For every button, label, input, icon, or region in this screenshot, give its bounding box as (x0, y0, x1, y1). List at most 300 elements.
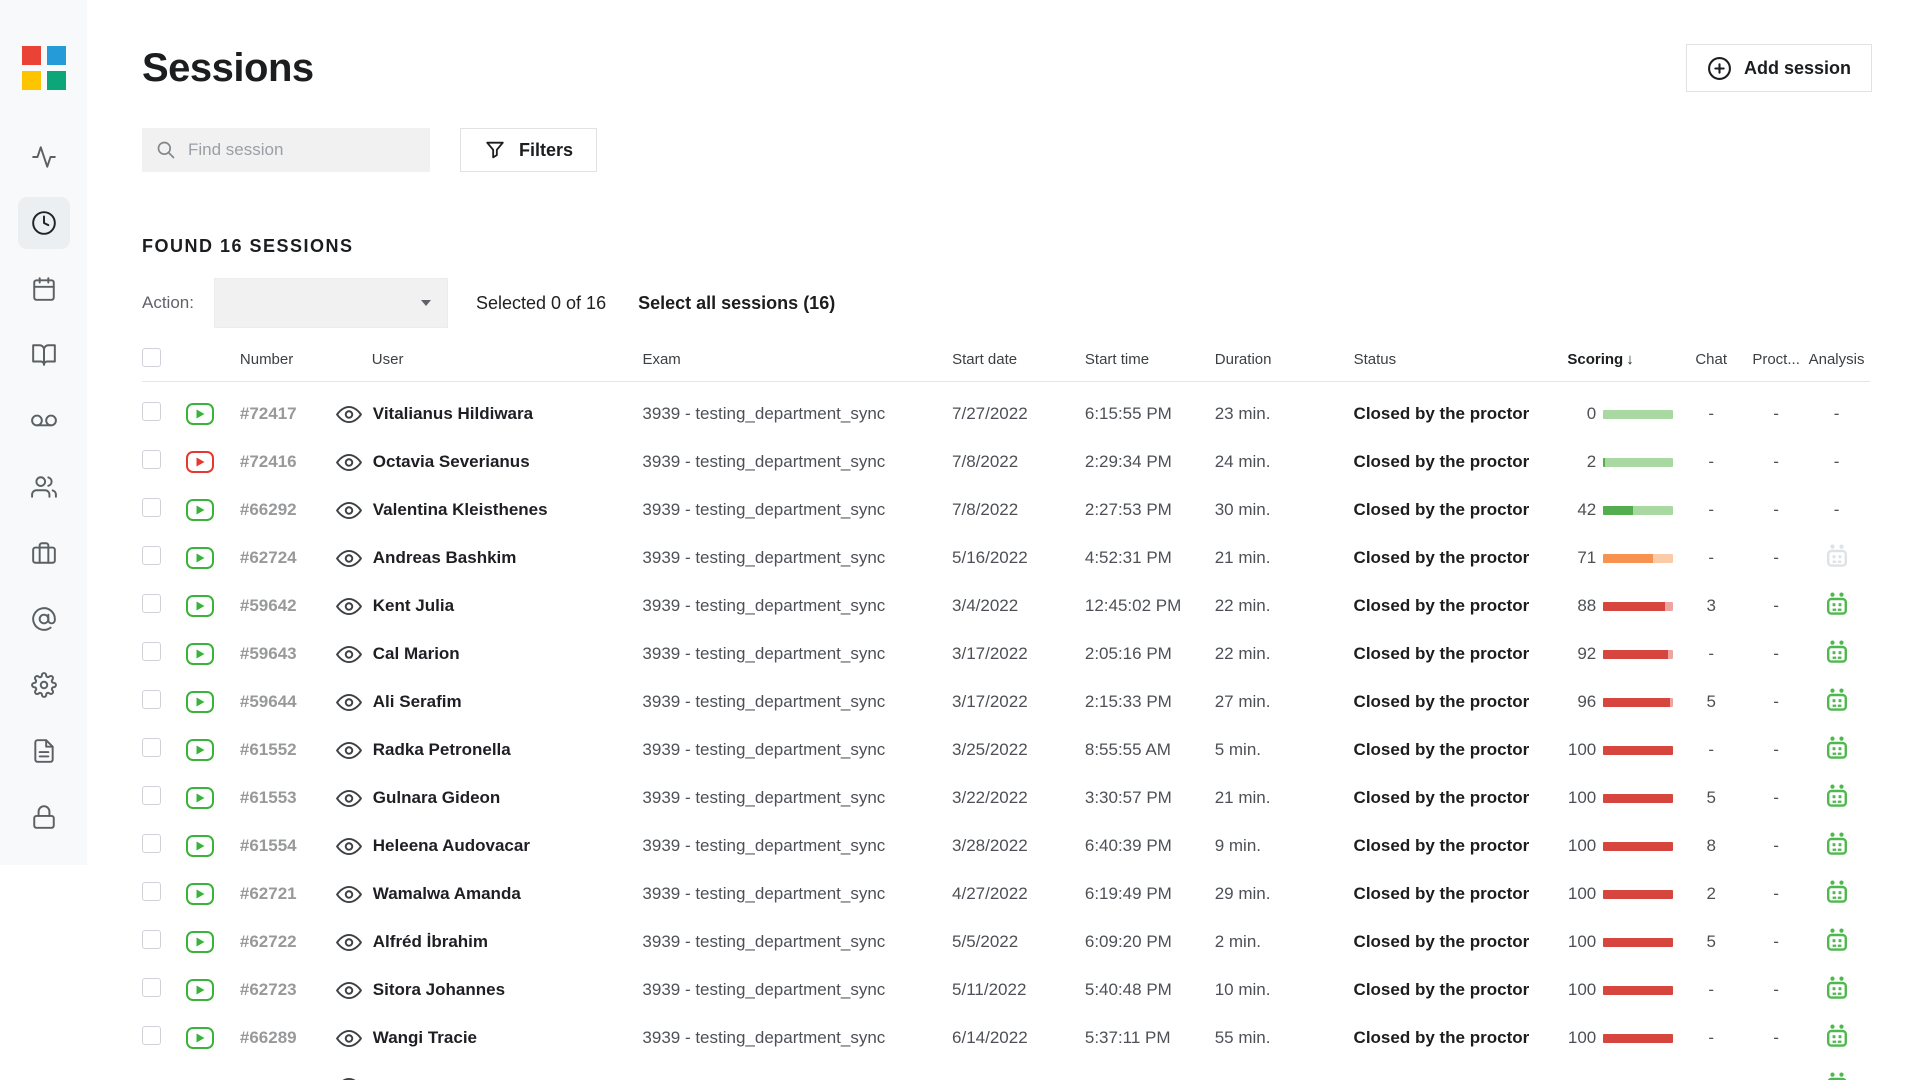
start-date: 4/27/2022 (952, 884, 1028, 903)
play-recording-button[interactable] (186, 499, 214, 521)
play-recording-button[interactable] (186, 595, 214, 617)
start-date: 7/8/2022 (952, 500, 1019, 519)
analysis-robot-icon[interactable] (1826, 1024, 1848, 1048)
row-checkbox[interactable] (142, 1026, 161, 1045)
start-date: 5/5/2022 (952, 932, 1019, 951)
score-value: 0 (1586, 404, 1597, 423)
results-count: FOUND 16 SESSIONS (142, 236, 354, 256)
user-name: Sitora Johannes (372, 980, 506, 999)
score-bar (1603, 650, 1673, 659)
voicemail-icon (31, 408, 57, 434)
column-header-duration[interactable]: Duration (1214, 351, 1272, 368)
session-number[interactable]: #72416 (239, 452, 297, 471)
analysis-robot-icon[interactable] (1826, 928, 1848, 952)
start-date: 7/27/2022 (952, 404, 1028, 423)
duration: 2 min. (1214, 932, 1262, 951)
analysis-robot-icon[interactable] (1826, 544, 1848, 568)
chat-count: - (1708, 740, 1715, 759)
exam-name: 3939 - testing_department_sync (642, 1028, 886, 1047)
eye-icon[interactable] (336, 405, 362, 424)
start-time: 8:55:55 AM (1084, 740, 1171, 759)
score-value: 100 (1567, 932, 1597, 951)
chat-count: - (1708, 548, 1715, 567)
start-time: 6:40:39 PM (1084, 836, 1172, 855)
duration: 27 min. (1214, 692, 1271, 711)
table-body (142, 382, 1870, 1080)
play-recording-button[interactable] (186, 883, 214, 905)
session-number[interactable]: #61553 (239, 788, 297, 807)
chat-count: - (1708, 500, 1715, 519)
duration: 24 min. (1214, 452, 1271, 471)
duration: 22 min. (1214, 596, 1271, 615)
analysis-robot-icon[interactable] (1826, 592, 1848, 616)
score-value: 2 (1586, 452, 1597, 471)
score-bar (1603, 410, 1673, 419)
filters-button[interactable] (460, 128, 597, 172)
score-value: 88 (1577, 596, 1597, 615)
status-label: Closed by the proctor (1353, 692, 1530, 711)
row-checkbox[interactable] (142, 594, 161, 613)
page-title: Sessions (142, 46, 314, 90)
play-recording-button[interactable] (186, 451, 214, 473)
duration: 9 min. (1214, 836, 1262, 855)
sidebar-item-users[interactable] (18, 461, 70, 513)
analysis-cell: - (1833, 500, 1840, 519)
eye-icon[interactable] (336, 597, 362, 616)
sidebar-item-settings[interactable] (18, 659, 70, 711)
start-date: 7/8/2022 (952, 452, 1019, 471)
start-date: 6/14/2022 (952, 1028, 1028, 1047)
app-logo[interactable] (22, 46, 66, 90)
proctor-value: - (1773, 932, 1779, 951)
analysis-cell (1803, 880, 1870, 909)
row-checkbox[interactable] (142, 450, 161, 469)
start-date: 3/22/2022 (952, 788, 1028, 807)
logo-square-blue (47, 46, 66, 65)
user-name: Valentina Kleisthenes (372, 500, 548, 519)
start-time: 5:37:11 PM (1084, 1028, 1171, 1047)
sidebar-nav (0, 131, 87, 843)
eye-icon[interactable] (336, 885, 362, 904)
sidebar (0, 0, 87, 865)
sort-descending-icon: ↓ (1626, 351, 1634, 368)
exam-name: 3939 - testing_department_sync (642, 884, 886, 903)
eye-icon[interactable] (336, 453, 362, 472)
play-recording-button[interactable] (186, 739, 214, 761)
score-bar (1603, 554, 1673, 563)
row-checkbox[interactable] (142, 738, 161, 757)
start-date: 3/28/2022 (952, 836, 1028, 855)
session-number[interactable]: #72417 (239, 404, 297, 423)
plus-circle-icon (1707, 56, 1732, 81)
user-name: Gulnara Gideon (372, 788, 501, 807)
action-select-dropdown[interactable] (214, 278, 448, 328)
user-name: Octavia Severianus (372, 452, 530, 471)
play-recording-button[interactable] (186, 547, 214, 569)
eye-icon[interactable] (336, 1029, 362, 1048)
table-row (142, 534, 1870, 582)
proctor-value: - (1773, 452, 1779, 471)
analysis-cell (1803, 976, 1870, 1005)
exam-name: 3939 - testing_department_sync (642, 788, 886, 807)
eye-icon[interactable] (336, 837, 362, 856)
table-row (142, 774, 1870, 822)
start-date: 3/25/2022 (952, 740, 1028, 759)
clock-icon (31, 210, 57, 236)
row-checkbox[interactable] (142, 402, 161, 421)
proctor-value: - (1773, 404, 1779, 423)
briefcase-icon (31, 540, 57, 566)
sidebar-item-activity[interactable] (18, 131, 70, 183)
exam-name: 3939 - testing_department_sync (642, 500, 886, 519)
sidebar-item-organizations[interactable] (18, 527, 70, 579)
row-checkbox[interactable] (142, 786, 161, 805)
analysis-cell: - (1833, 452, 1840, 471)
score-bar (1603, 458, 1673, 467)
duration: 29 min. (1214, 884, 1271, 903)
exam-name: 3939 - testing_department_sync (642, 644, 886, 663)
session-number[interactable]: #59644 (239, 692, 297, 711)
select-all-checkbox[interactable] (142, 348, 161, 367)
chat-count: - (1708, 644, 1715, 663)
start-date: 3/17/2022 (952, 692, 1028, 711)
search-icon (156, 140, 176, 160)
analysis-cell (1803, 592, 1870, 621)
proctor-value: - (1773, 644, 1779, 663)
table-row (142, 582, 1870, 630)
bulk-actions-bar (142, 278, 1872, 328)
book-icon (31, 342, 57, 368)
analysis-robot-icon[interactable] (1826, 688, 1848, 712)
exam-name: 3939 - testing_department_sync (642, 932, 886, 951)
session-number[interactable]: #61554 (239, 836, 297, 855)
score-bar (1603, 746, 1673, 755)
user-name: Radka Petronella (372, 740, 511, 759)
at-sign-icon (31, 606, 57, 632)
column-header-exam[interactable]: Exam (642, 351, 681, 368)
start-time: 2:27:53 PM (1084, 500, 1172, 519)
exam-name: 3939 - testing_department_sync (642, 740, 886, 759)
score-value: 100 (1567, 740, 1597, 759)
analysis-cell (1803, 736, 1870, 765)
table-row (142, 390, 1870, 438)
column-header-user[interactable]: User (371, 351, 404, 368)
user-name: Alfréd İbrahim (372, 932, 489, 951)
table-row (142, 630, 1870, 678)
proctor-value: - (1773, 884, 1779, 903)
start-time: 6:19:49 PM (1084, 884, 1172, 903)
activity-icon (31, 144, 57, 170)
session-number[interactable]: #66292 (239, 500, 297, 519)
chat-count: - (1708, 980, 1715, 999)
chat-count: 8 (1706, 836, 1716, 855)
start-date: 3/4/2022 (952, 596, 1019, 615)
user-name: Wangi Tracie (372, 1028, 478, 1047)
user-name: Cal Marion (372, 644, 460, 663)
status-label: Closed by the proctor (1353, 932, 1530, 951)
score-bar (1603, 794, 1673, 803)
analysis-cell: - (1833, 404, 1840, 423)
start-time: 2:29:34 PM (1084, 452, 1172, 471)
main-content (87, 0, 1920, 1080)
start-date: 5/16/2022 (952, 548, 1028, 567)
sidebar-item-reports[interactable] (18, 725, 70, 777)
status-label: Closed by the proctor (1353, 548, 1530, 567)
session-number[interactable]: #62721 (239, 884, 297, 903)
proctor-value: - (1773, 740, 1779, 759)
score-value: 100 (1567, 980, 1597, 999)
status-label: Closed by the proctor (1353, 788, 1530, 807)
duration: 23 min. (1214, 404, 1271, 423)
chat-count: - (1708, 404, 1715, 423)
column-header-scoring[interactable]: Scoring ↓ (1567, 351, 1634, 368)
session-number[interactable]: #62722 (239, 932, 297, 951)
table-row (142, 1062, 1870, 1080)
table-row (142, 966, 1870, 1014)
start-time: 2:15:33 PM (1084, 692, 1172, 711)
document-icon (31, 738, 57, 764)
eye-icon[interactable] (336, 693, 362, 712)
status-label: Closed by the proctor (1353, 452, 1530, 471)
analysis-cell (1803, 640, 1870, 669)
user-name: Ali Serafim (372, 692, 462, 711)
table-row (142, 486, 1870, 534)
user-name: Andreas Bashkim (372, 548, 517, 567)
sidebar-item-recordings[interactable] (18, 395, 70, 447)
select-all-link[interactable]: Select all sessions (16) (638, 292, 836, 313)
sidebar-item-sessions[interactable] (18, 197, 70, 249)
add-session-button[interactable] (1686, 44, 1872, 92)
chat-count: 5 (1706, 788, 1716, 807)
column-header-start-time[interactable]: Start time (1084, 351, 1150, 368)
user-name: Kent Julia (372, 596, 455, 615)
start-time: 12:45:02 PM (1084, 596, 1182, 615)
filter-funnel-icon (484, 139, 506, 161)
lock-icon (31, 804, 57, 830)
gear-icon (31, 672, 57, 698)
proctor-value: - (1773, 788, 1779, 807)
session-number[interactable]: #59643 (239, 644, 297, 663)
search-box (142, 128, 430, 172)
exam-name: 3939 - testing_department_sync (642, 836, 886, 855)
analysis-robot-icon[interactable] (1826, 1072, 1848, 1080)
proctor-value: - (1773, 980, 1779, 999)
column-header-status[interactable]: Status (1353, 351, 1397, 368)
analysis-robot-icon[interactable] (1826, 976, 1848, 1000)
play-recording-button[interactable] (186, 691, 214, 713)
analysis-cell (1803, 1072, 1870, 1080)
eye-icon[interactable] (336, 501, 362, 520)
chevron-down-icon (421, 300, 431, 306)
proctor-value: - (1773, 500, 1779, 519)
play-recording-button[interactable] (186, 979, 214, 1001)
exam-name: 3939 - testing_department_sync (642, 692, 886, 711)
chat-count: 5 (1706, 932, 1716, 951)
analysis-robot-icon[interactable] (1826, 832, 1848, 856)
score-bar (1603, 506, 1673, 515)
duration: 55 min. (1214, 1028, 1271, 1047)
row-checkbox[interactable] (142, 978, 161, 997)
session-number[interactable]: #59642 (239, 596, 297, 615)
column-header-proctor[interactable]: Proct... (1752, 351, 1800, 368)
status-label: Closed by the proctor (1353, 884, 1530, 903)
score-value: 42 (1577, 500, 1597, 519)
duration: 22 min. (1214, 644, 1271, 663)
duration: 30 min. (1214, 500, 1271, 519)
score-value: 100 (1567, 1028, 1597, 1047)
score-bar (1603, 938, 1673, 947)
row-checkbox[interactable] (142, 882, 161, 901)
start-time: 3:30:57 PM (1084, 788, 1172, 807)
logo-square-yellow (22, 71, 41, 90)
eye-icon[interactable] (336, 741, 362, 760)
user-name: Wamalwa Amanda (372, 884, 521, 903)
play-recording-button[interactable] (186, 403, 214, 425)
start-time: 4:52:31 PM (1084, 548, 1172, 567)
start-date: 5/11/2022 (952, 980, 1027, 999)
table-header (142, 338, 1870, 382)
status-label: Closed by the proctor (1353, 404, 1530, 423)
row-checkbox[interactable] (142, 642, 161, 661)
play-recording-button[interactable] (186, 643, 214, 665)
exam-name: 3939 - testing_department_sync (642, 980, 886, 999)
table-row (142, 918, 1870, 966)
score-value: 100 (1567, 788, 1597, 807)
table-row (142, 678, 1870, 726)
column-header-start-date[interactable]: Start date (952, 351, 1018, 368)
score-value: 100 (1567, 836, 1597, 855)
eye-icon[interactable] (336, 1077, 362, 1080)
column-header-chat[interactable]: Chat (1695, 351, 1728, 368)
score-value: 100 (1567, 884, 1597, 903)
table-row (142, 822, 1870, 870)
table-row (142, 438, 1870, 486)
chat-count: - (1708, 1028, 1715, 1047)
column-header-analysis[interactable]: Analysis (1808, 351, 1865, 368)
row-checkbox[interactable] (142, 834, 161, 853)
exam-name: 3939 - testing_department_sync (642, 548, 886, 567)
score-value: 92 (1577, 644, 1597, 663)
users-icon (31, 474, 57, 500)
eye-icon[interactable] (336, 645, 362, 664)
score-value: 96 (1577, 692, 1597, 711)
score-bar (1603, 698, 1673, 707)
analysis-cell (1803, 784, 1870, 813)
analysis-cell (1803, 544, 1870, 573)
analysis-cell (1803, 688, 1870, 717)
session-number[interactable]: #61552 (239, 740, 297, 759)
table-row (142, 726, 1870, 774)
proctor-value: - (1773, 836, 1779, 855)
play-recording-button[interactable] (186, 931, 214, 953)
session-number[interactable]: #66289 (239, 1028, 297, 1047)
exam-name: 3939 - testing_department_sync (642, 404, 886, 423)
chat-count: 5 (1706, 692, 1716, 711)
eye-icon[interactable] (336, 933, 362, 952)
play-recording-button[interactable] (186, 787, 214, 809)
row-checkbox[interactable] (142, 690, 161, 709)
play-recording-button[interactable] (186, 1027, 214, 1049)
analysis-robot-icon[interactable] (1826, 784, 1848, 808)
column-header-number[interactable]: Number (239, 351, 294, 368)
duration: 5 min. (1214, 740, 1262, 759)
calendar-icon (31, 276, 57, 302)
row-checkbox[interactable] (142, 546, 161, 565)
user-name: Heleena Audovacar (372, 836, 530, 855)
analysis-robot-icon[interactable] (1826, 880, 1848, 904)
sidebar-item-calendar[interactable] (18, 263, 70, 315)
analysis-robot-icon[interactable] (1826, 640, 1848, 664)
chat-count: - (1708, 452, 1715, 471)
score-value: 71 (1577, 548, 1597, 567)
status-label: Closed by the proctor (1353, 740, 1530, 759)
exam-name: 3939 - testing_department_sync (642, 452, 886, 471)
analysis-robot-icon[interactable] (1826, 736, 1848, 760)
status-label: Closed by the proctor (1353, 980, 1530, 999)
score-bar (1603, 1034, 1673, 1043)
eye-icon[interactable] (336, 981, 362, 1000)
proctor-value: - (1773, 1028, 1779, 1047)
session-number[interactable]: #62724 (239, 548, 297, 567)
analysis-cell (1803, 928, 1870, 957)
duration: 21 min. (1214, 548, 1271, 567)
start-time: 6:15:55 PM (1084, 404, 1172, 423)
start-time: 5:40:48 PM (1084, 980, 1172, 999)
search-input[interactable] (188, 140, 416, 160)
play-recording-button[interactable] (186, 835, 214, 857)
score-bar (1603, 890, 1673, 899)
chat-count: 3 (1706, 596, 1716, 615)
sidebar-item-security[interactable] (18, 791, 70, 843)
logo-square-green (47, 71, 66, 90)
score-bar (1603, 842, 1673, 851)
status-label: Closed by the proctor (1353, 1028, 1530, 1047)
add-session-label: Add session (1743, 57, 1852, 78)
row-checkbox[interactable] (142, 930, 161, 949)
analysis-cell (1803, 1024, 1870, 1053)
analysis-cell (1803, 832, 1870, 861)
session-number[interactable]: #62723 (239, 980, 297, 999)
sessions-table (142, 338, 1870, 1080)
eye-icon[interactable] (336, 789, 362, 808)
table-row (142, 870, 1870, 918)
user-name: Vitalianus Hildiwara (372, 404, 534, 423)
chat-count: 2 (1706, 884, 1716, 903)
sidebar-item-library[interactable] (18, 329, 70, 381)
start-time: 6:09:20 PM (1084, 932, 1172, 951)
status-label: Closed by the proctor (1353, 644, 1530, 663)
proctor-value: - (1773, 596, 1779, 615)
table-row (142, 1014, 1870, 1062)
score-bar (1603, 986, 1673, 995)
status-label: Closed by the proctor (1353, 836, 1530, 855)
duration: 21 min. (1214, 788, 1271, 807)
eye-icon[interactable] (336, 549, 362, 568)
score-bar (1603, 602, 1673, 611)
duration: 10 min. (1214, 980, 1271, 999)
action-label: Action: (142, 293, 194, 312)
start-time: 2:05:16 PM (1084, 644, 1172, 663)
status-label: Closed by the proctor (1353, 596, 1530, 615)
sidebar-item-mentions[interactable] (18, 593, 70, 645)
filters-label: Filters (518, 139, 574, 160)
proctor-value: - (1773, 548, 1779, 567)
status-label: Closed by the proctor (1353, 500, 1530, 519)
logo-square-red (22, 46, 41, 65)
proctor-value: - (1773, 692, 1779, 711)
row-checkbox[interactable] (142, 498, 161, 517)
selected-count: Selected 0 of 16 (475, 292, 607, 313)
